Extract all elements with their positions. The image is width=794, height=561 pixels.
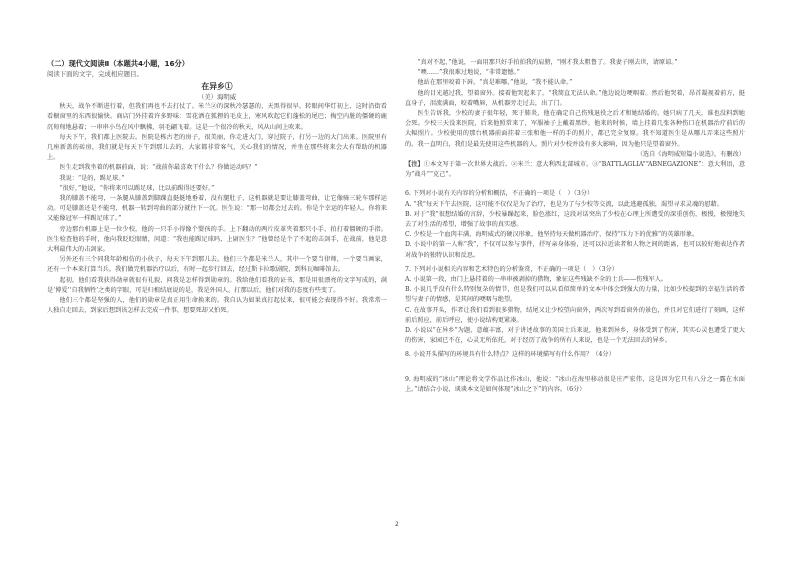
left-column xyxy=(47,58,387,316)
footnote-text: ①本文写于第一次世界大战后。②米兰：意大利西北部城市。③“BATTLAGLIA”“ABNEGAZIONE”：意大利语，意为“战斗”“克己”。 xyxy=(405,161,746,179)
story-paragraph: 旁边那台机器上是一位少校，他的一只手小得像个婴孩的手。上下翻动的两片皮革夹着那只小手，拍打着僵硬的手指。医生检查他的手时，他向我眨眨眼睛，问道：“我也能踢足球吗，上尉医生？”他曾经是个了不起的击剑手，在战前，他是意大利最伟大的击剑家。 xyxy=(47,225,387,254)
story-paragraph: 另外还有三个同我年龄相仿的小伙子，每天下午到那儿去。他们三个都是米兰人，其中一个要当律师，一个要当画家，还有一个本来打算当兵。我们做完机器治疗以后，有时一起步行回去，经过斯卡拉歌剧院，到科瓦咖啡馆去。 xyxy=(47,256,387,274)
story-source: （选自《海明威短篇小说选》，有删改） xyxy=(636,150,745,158)
question-6-option-c: C. 少校是一个血肉丰满、海明威式的硬汉形象，他坚持每天做机器治疗，保持“压力下的优雅”的英雄形象。 xyxy=(405,231,699,239)
story-paragraph: 他的目光越过我，望着窗外。接着他哭起来了。“我简直无法认命。”他边说边哽咽着。然后他哭着，昂首凝视着前方，挺直身子，泪流满面，咬着嘴唇，从机器旁走过去，出了门。 xyxy=(405,89,745,107)
story-paragraph: 医生告诉我，少校的妻子很年轻，死于肺炎，他在确定自己伤残退役之后才和她结婚的。她只病了几天，谁也没料到她会死。少校三天没来医院，后来他照常来了，军服袖子上戴着黑纱。他来的时候，墙上挂着几张各种伤口在机器治疗前后的大幅照片。少校使用的那台机器前面挂着三张和他一样的手的照片，都已完全复原。我不知道医生是从哪儿弄来这些照片的。我一直明白，我们是最先使用这些机器的人。照片对少校并没有多大影响，因为他只是望着窗外。 xyxy=(405,110,745,148)
question-6-option-a: A. “我”每天下午去医院，这可能不仅仅是为了治疗，也是为了与少校等交流，以此逃避孤独，渴望寻求灵魂的慰藉。 xyxy=(405,200,723,208)
question-8-stem: 8. 小说开头描写的环境具有什么特点？这样的环境描写有什么作用？（4分） xyxy=(405,351,615,359)
question-6-stem: 6. 下列对小说有关内容的分析和概括，不正确的一项是（ ）（3分） xyxy=(405,190,594,198)
story-paragraph: 秋天，战争不断进行着，但我们再也不去打仗了。米兰②的深秋冷瑟瑟的，天黑得很早。转眼间华灯初上，这时沿街看看橱窗里的东西很愉快。商店门外挂着许多野味：雪花洒在狐狸的毛皮上，寒风吹起它们蓬松的尾巴；掏空内脏的僵硬的鹿沉甸甸地悬着；一串串小鸟在风中飘拂，羽毛翩飞着。这是一个很冷的秋天，风从山间上吹来。 xyxy=(47,103,387,131)
story-paragraph: “噢……”我很难过地说，“非常遗憾。” xyxy=(417,69,520,77)
story-paragraph: 起初，他们看我获得勋章就很有礼貌，问我是怎样得到勋章的。我给他们看我的证书，那是用很漂亮的文字写成的，满是‘博爱’‘自我牺牲’之类的字眼，可是归根结底说的是，我是外国人。打那以后，他们对我的态度有些变了。 xyxy=(47,276,387,294)
story-paragraph: 他站在那里咬着下唇。“真是难哪，”他说，“我不能认命。” xyxy=(417,79,573,87)
story-paragraph: 每天下午，我们都上医院去。医院是栋古老的房子，很美丽，你走进大门，穿过院子，打另一边的大门出来。医院里有几座新盖的砖房，我们就是每天下午到那儿去的，大家都非常客气，关心我们的情况，并坐在那些将来会大有帮助的机器上。 xyxy=(47,133,387,162)
page-number: 2 xyxy=(395,521,399,528)
section-instruction: 阅读下面的文字，完成相应题目。 xyxy=(47,70,143,78)
question-7-option-b: B. 小说几乎没有什么特别复杂的情节，但是我们可以从看似简单的文本中体会到强大的力量，比如少校提到的幸福生活的希望与妻子的情感，是其间的哽咽与绝望。 xyxy=(405,286,745,304)
footnote xyxy=(405,160,745,180)
question-7-option-d: D. 小说以“在异乡”为题，意蕴丰富，对于讲述故事的美国士兵来说，他来到异乡，身体受到了伤害，其实心灵也遭受了更大的伤害，家园已不在，心灵无所依托，对于经历了战争的所有人来说，也是一个无法回去的异乡。 xyxy=(405,327,745,345)
question-7-stem: 7. 下列对小说相关内容和艺术特色的分析鉴赏，不正确的一项是（ ）（3分） xyxy=(405,265,618,273)
section-title: （二）现代文阅读Ⅱ（本题共4小题，16分） xyxy=(47,59,189,68)
story-author: （美）海明威 xyxy=(197,93,237,102)
story-paragraph: “很好，”他说，“你将来可以踢足球，比以前踢得还要好。” xyxy=(59,184,215,192)
story-paragraph: 他们三个都是坚强的人，他们的勋章是真正用生命换来的。我自认为如果真打起仗来，很可能会表现得不好。我常常一人独自走回去，到家后想到该怎样去完成一件事，想要死却又怕死。 xyxy=(47,297,387,315)
question-7-option-a: A. 小说第一段，由门上悬挂着的一串串被剥掉的猎物，象征这些残缺不全的士兵——伤残军人。 xyxy=(405,276,668,284)
question-7-option-c: C. 在故事开头，作者让我们看到很多猎物，结尾又让少校望向窗外，两次写到看窗外的景色，并且对它们进行了刻画，这样前后照应，前后呼应，使小说结构更紧凑。 xyxy=(405,306,745,324)
footnote-label: 【注】 xyxy=(405,161,424,169)
question-6-option-d: D. 小说中的第一人称“我”，不仅可以参与事件，抒写亲身体验，还可以拉近读者和人物之间的距离，也可以较好地表达作者对战争的独特认识和反思。 xyxy=(405,241,745,259)
question-6-option-b: B. 对于“我”很想结婚的言辞，少校暴躁起来，脸色涨红，这段对话突出了少校在心理上所遭受的深重创伤，极慢，极慢地失去了对生活的希望，增强了故事的真实感。 xyxy=(405,210,745,229)
story-title: 在异乡① xyxy=(201,82,233,92)
question-9-stem: 9. 海明威的“冰山”理论将文学作品比作冰山，他说：“冰山在海里移动很是庄严宏伟，这是因为它只有八分之一露在水面上。”请结合小说，谈谈本文是如何体现“冰山之下”的内容。（6分） xyxy=(405,375,745,393)
right-column xyxy=(405,58,745,395)
story-paragraph: 我说：“是的，踢足球。” xyxy=(59,174,125,182)
story-paragraph: 医生走到我坐着的机器前面，说：“战前你最喜欢干什么？你做运动吗？” xyxy=(59,164,258,172)
story-paragraph: “真对不起，”他说，一面用那只好手拍拍我的肩膀，“刚才我太粗鲁了。我妻子刚去世，请原谅。” xyxy=(417,59,678,66)
story-paragraph: 我的膝盖不能弯，一条腿从膝盖到脚踝直挺挺地垂着，没有腿肚子，这机器就是要让膝盖弯曲，让它像骑三轮车那样运动。可是膝盖还是不能弯，机器一转到弯曲的部分就往下一沉。医生说：“那一切都会过去的。你是个幸运的年轻人。你将来又能像冠军一样踢足球了。” xyxy=(47,195,387,223)
